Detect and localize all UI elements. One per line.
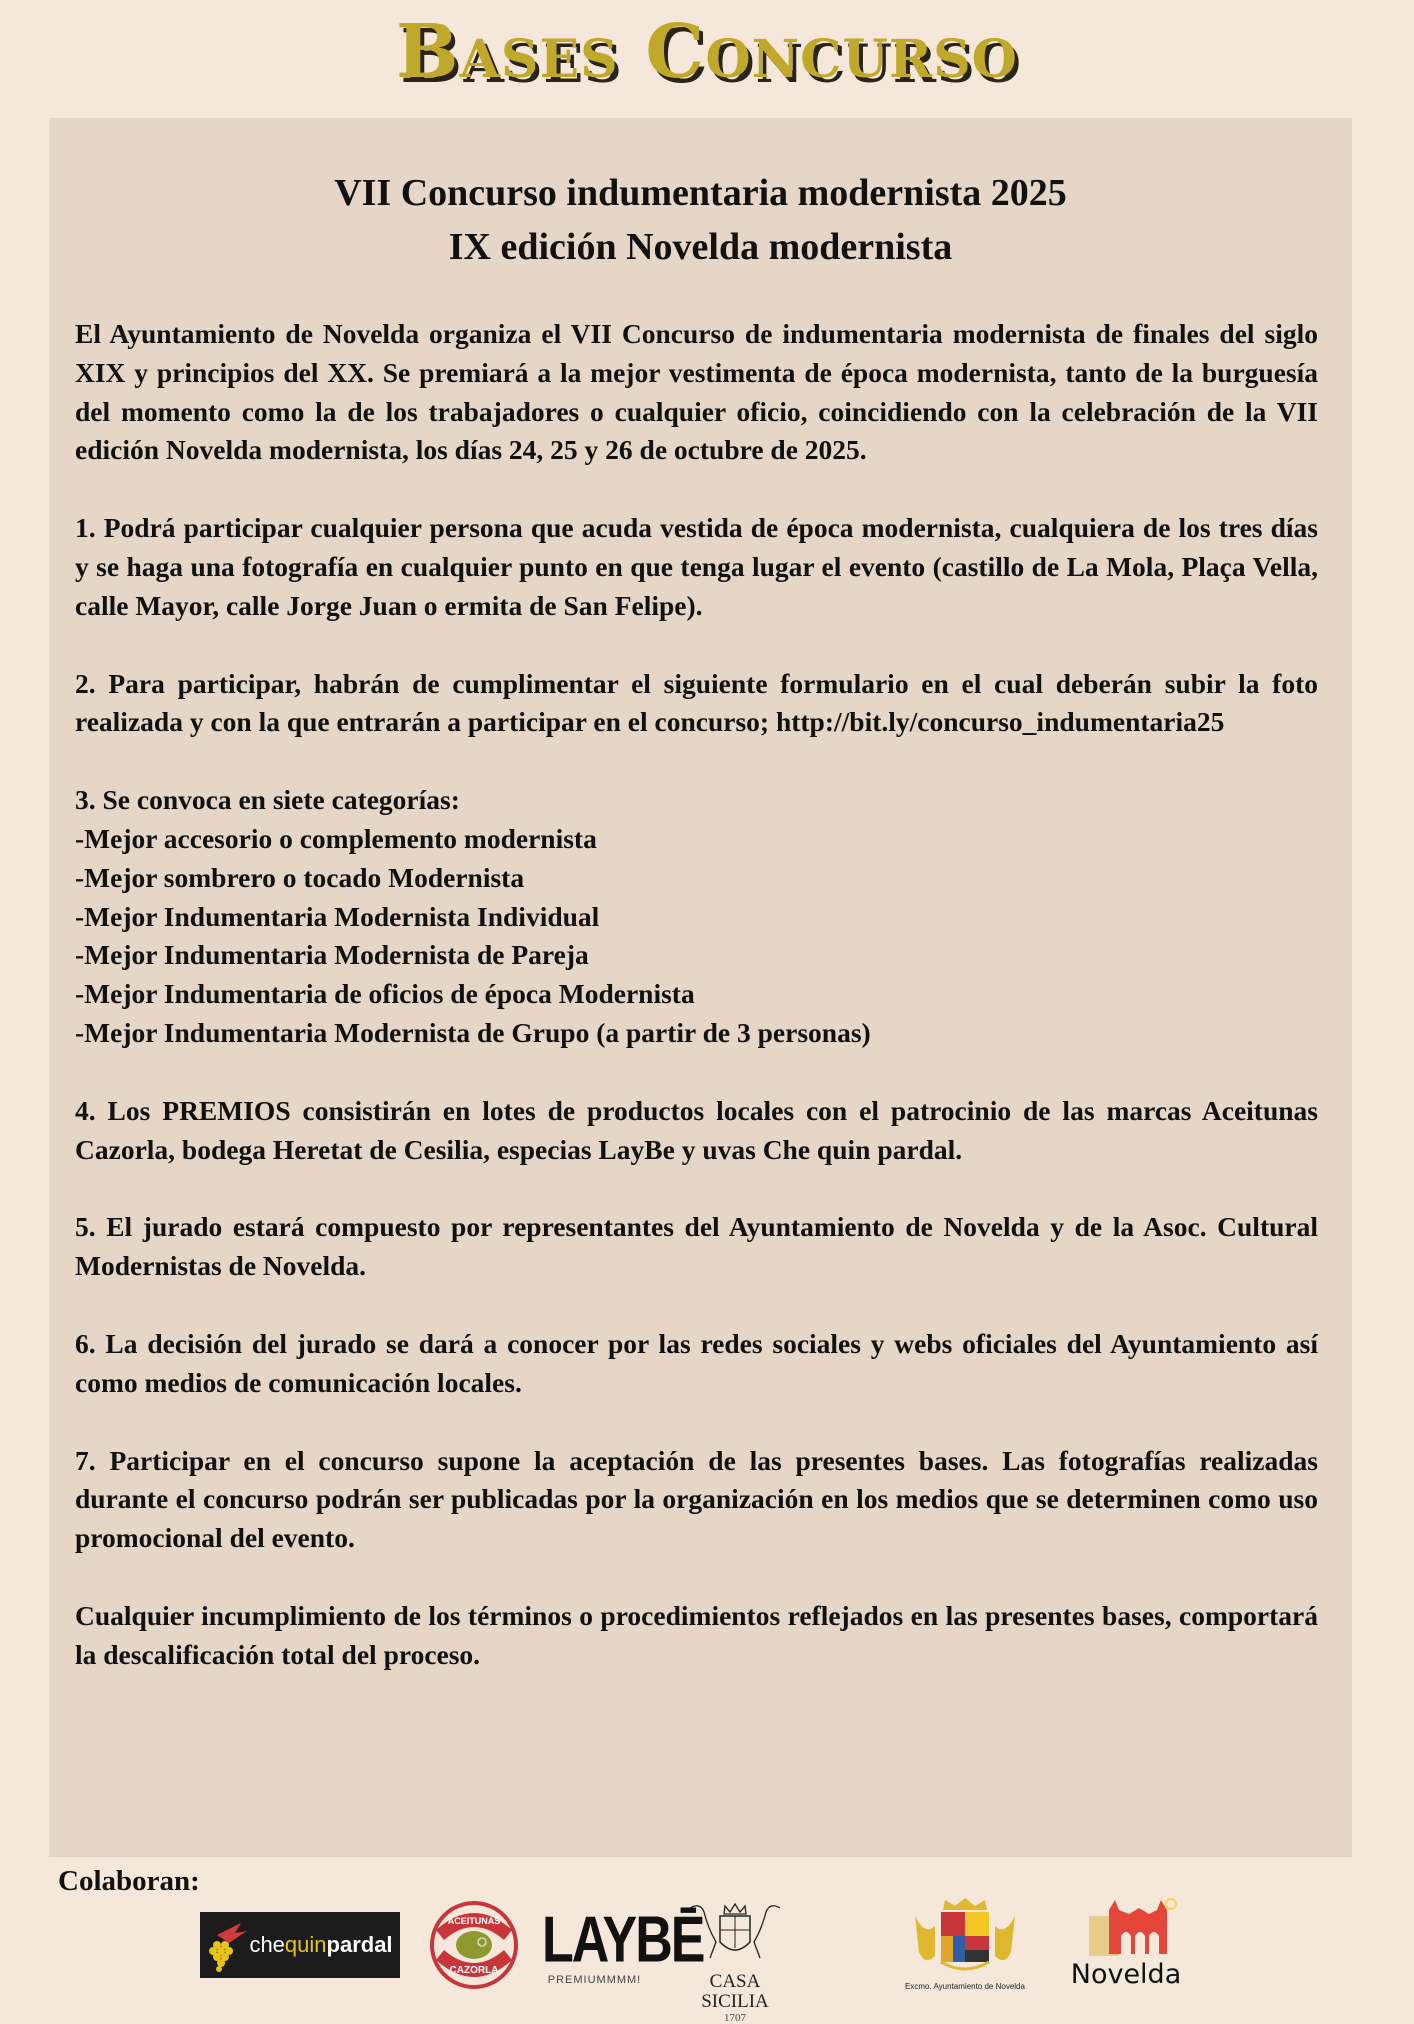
coat-of-arms-icon: [905, 1896, 1025, 1978]
rule-6: 6. La decisión del jurado se dará a conocer por las redes sociales y webs oficiales del Ayuntamiento así como medios de comunicación locales.: [75, 1327, 1318, 1398]
olive-badge-icon: [428, 1900, 520, 1990]
category-item: -Mejor Indumentaria de oficios de época Modernista: [75, 978, 695, 1010]
cazorla-top-text: ACEITUNAS: [447, 1916, 501, 1926]
contest-headline: [49, 166, 1352, 274]
rule-4: 4. Los PREMIOS consistirán en lotes de productos locales con el patrocinio de las marcas Aceitunas Cazorla, bodega Heretat de Cesilia, especias LayBe y uvas Che quin pardal.: [75, 1094, 1318, 1165]
casa-sicilia-year: 1707: [724, 2012, 746, 2024]
novelda-wordmark: Novelda: [1070, 1959, 1182, 1990]
rule-2-text: 2. Para participar, habrán de cumplimentar el siguiente formulario en el cual deberán subir la foto realizada y con la que entrarán a participar en el concurso;: [75, 667, 1318, 738]
grape-bird-icon: [207, 1917, 249, 1973]
form-link[interactable]: http://bit.ly/concurso_indumentaria25: [775, 706, 1225, 738]
chequin-quin: quin: [284, 1932, 327, 1957]
sponsor-logos: [0, 1890, 1414, 2024]
chequinpardal-logo: [200, 1912, 400, 1978]
crest-herons-icon: [680, 1898, 790, 1968]
laybe-logo: [542, 1903, 704, 1992]
category-item: -Mejor Indumentaria Modernista de Grupo (a partir de 3 personas): [75, 1016, 871, 1048]
rules-panel: [49, 118, 1352, 1857]
category-item: -Mejor Indumentaria Modernista Individual: [75, 900, 600, 932]
ayuntamiento-crest-logo: [890, 1896, 1040, 1996]
category-list: [75, 820, 1318, 1053]
chequin-che: che: [249, 1932, 285, 1957]
rule-3-heading: 3. Se convoca en siete categorías:: [75, 784, 460, 816]
aceitunas-cazorla-logo: [428, 1900, 520, 1990]
rule-7: 7. Participar en el concurso supone la aceptación de las presentes bases. Las fotografías realizadas durante el concurso podrán ser publicadas por la organización en los medios que se determinen como uso promocional del evento.: [75, 1444, 1318, 1554]
rule-2: [75, 665, 1318, 743]
rule-1: 1. Podrá participar cualquier persona que acuda vestida de época modernista, cualquiera de los tres días y se haga una fotografía en cualquier punto en que tenga lugar el evento (castillo de La Mola, Plaça Vella, calle Mayor, calle Jorge Juan o ermita de San Felipe).: [75, 512, 1318, 621]
rules-body: [75, 315, 1318, 1675]
rule-5: 5. El jurado estará compuesto por representantes del Ayuntamiento de Novelda y de la Asoc. Cultural Modernistas de Novelda.: [75, 1211, 1318, 1282]
novelda-logo: [1066, 1896, 1186, 1996]
category-item: -Mejor accesorio o complemento modernista: [75, 822, 597, 854]
cazorla-bottom-text: CAZORLA: [449, 1965, 499, 1976]
closing-paragraph: Cualquier incumplimiento de los términos o procedimientos reflejados en las presentes bases, comportará la descalificación total del proceso.: [75, 1599, 1318, 1670]
category-item: -Mejor sombrero o tocado Modernista: [75, 861, 525, 893]
chequin-pardal: pardal: [326, 1932, 393, 1957]
casa-sicilia-name: CASA SICILIA: [701, 1971, 769, 2012]
page-title: Bases Concurso: [396, 9, 1018, 95]
modernist-building-icon: [1071, 1896, 1181, 1958]
laybe-name: LAYBĒ: [542, 1903, 704, 1977]
ayuntamiento-caption: Excmo. Ayuntamiento de Novelda: [905, 1982, 1025, 1991]
casa-sicilia-logo: [675, 1898, 795, 2024]
category-item: -Mejor Indumentaria Modernista de Pareja: [75, 939, 589, 971]
laybe-tagline: PREMIUMMMM!: [547, 1974, 642, 1986]
collaborators-label: Colaboran:: [58, 1865, 200, 1897]
headline-line-1: VII Concurso indumentaria modernista 2025: [334, 172, 1067, 214]
intro-paragraph: El Ayuntamiento de Novelda organiza el VII Concurso de indumentaria modernista de finales del siglo XIX y principios del XX. Se premiará a la mejor vestimenta de época modernista, tanto de la burguesía del momento como la de los trabajadores o cualquier oficio, coincidiendo con la celebración de la VII edición Novelda modernista, los días 24, 25 y 26 de octubre de 2025.: [75, 318, 1318, 466]
headline-line-2: IX edición Novelda modernista: [448, 226, 953, 268]
